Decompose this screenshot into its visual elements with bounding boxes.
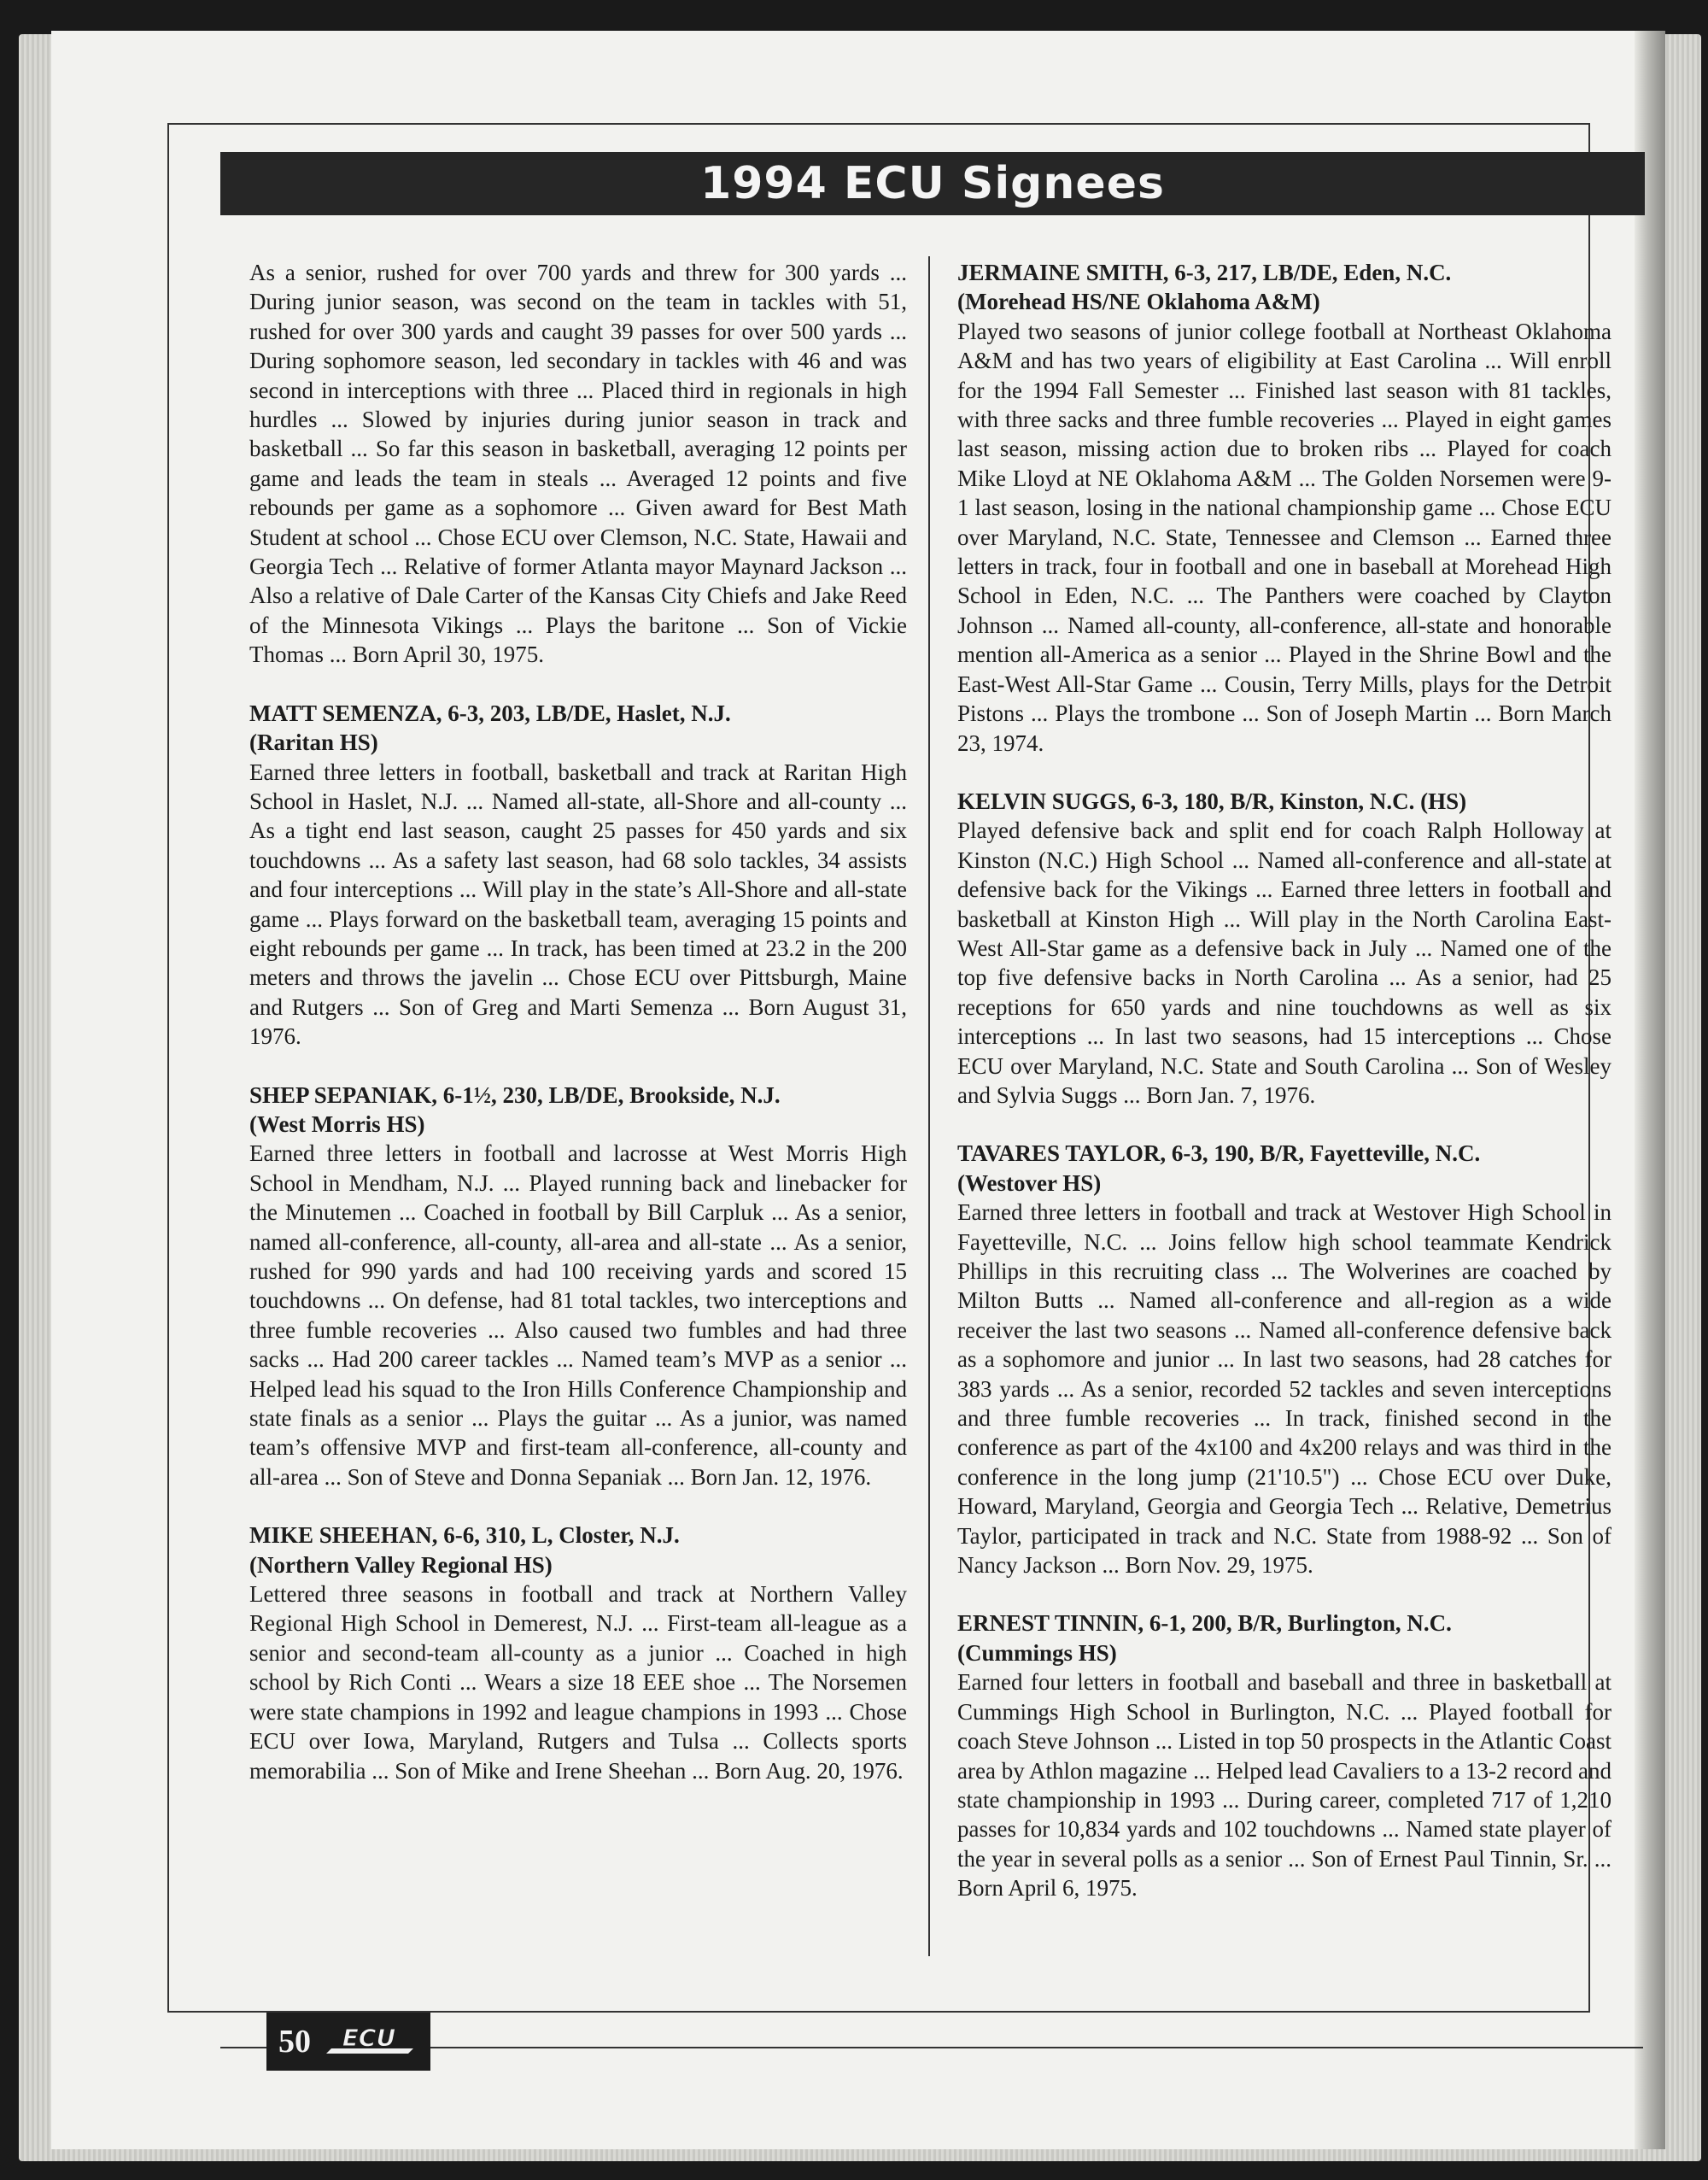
player-name-line: ERNEST TINNIN, 6-1, 200, B/R, Burlington, N.C. bbox=[957, 1610, 1452, 1637]
player-bio: Earned three letters in football and track at Westover High School in Fayetteville, N.C. ... Joins fellow high school teammate Kendrick Phillips in this recruiting class ... The Wolverines are coached by Milton Butts ... Named all-conference and all-region as a wide receiver the last two seasons ... Named all-conference defensive back as a sophomore and junior ... In last two seasons, had 28 catches for 383 yards ... As a senior, recorded 52 tackles and seven interceptions and three fumble recoveries ... In track, finished second in the conference as part of the 4x100 and 4x200 relays and was third in the conference in the long jump (21'10.5") ... Chose ECU over Duke, Howard, Maryland, Georgia and Georgia Tech ... Relative, Demetrius Taylor, participated in track and N.C. State from 1988-92 ... Son of Nancy Jackson ... Born Nov. 29, 1975. bbox=[957, 1199, 1611, 1579]
player-bio: Earned four letters in football and baseball and three in basketball at Cummings High School in Burlington, N.C. ... Played football for coach Steve Johnson ... Listed in top 50 prospects in the Atlantic Coast area by Athlon magazine ... Helped lead Cavaliers to a 13-2 record and state championship in 1993 ... During career, completed 717 of 1,210 passes for 10,834 yards and 102 touchdowns ... Named state player of the year in several polls as a senior ... Son of Ernest Paul Tinnin, Sr. ... Born April 6, 1975. bbox=[957, 1669, 1611, 1902]
right-column bbox=[957, 258, 1611, 1932]
title-bar bbox=[220, 152, 1645, 215]
footer-rule bbox=[430, 2047, 1643, 2048]
player-bio: Earned three letters in football and lacrosse at West Morris High School in Mendham, N.J. ... Played running back and linebacker for the Minutemen ... Coached in football by Bill Carpluk ... As a senior, named all-conference, all-county, all-area and all-state ... As a senior, rushed for 990 yards and had 100 receiving yards and scored 15 touchdowns ... On defense, had 81 total tackles, two interceptions and three fumble recoveries ... Also caused two fumbles and had three sacks ... Had 200 career tackles ... Named team’s MVP as a senior ... Helped lead his squad to the Iron Hills Conference Championship and state finals as a senior ... Plays the guitar ... As a junior, was named team’s offensive MVP and first-team all-conference, all-county and all-area ... Son of Steve and Donna Sepaniak ... Born Jan. 12, 1976. bbox=[249, 1140, 907, 1490]
player-name-line: JERMAINE SMITH, 6-3, 217, LB/DE, Eden, N.C. bbox=[957, 260, 1452, 285]
page-edge bbox=[1635, 31, 1665, 2149]
player-entry bbox=[249, 1521, 907, 1785]
player-name-line: TAVARES TAYLOR, 6-3, 190, B/R, Fayetteville, N.C. bbox=[957, 1140, 1481, 1167]
player-school-line: (Northern Valley Regional HS) bbox=[249, 1551, 553, 1578]
player-entry bbox=[957, 787, 1611, 1110]
ecu-logo-icon bbox=[323, 2023, 417, 2060]
player-entry bbox=[957, 1139, 1611, 1579]
footer-badge bbox=[266, 2013, 430, 2071]
player-school-line: (Cummings HS) bbox=[957, 1639, 1117, 1666]
continued-bio: As a senior, rushed for over 700 yards and threw for 300 yards ... During junior season, was second on the team in tackles with 51, rushed for over 300 yards and caught 39 passes for over 500 yards ... During sophomore season, led secondary in tackles with 46 and was second in interceptions with three ... Placed third in regionals in high hurdles ... Slowed by injuries during junior season in track and basketball ... So far this season in basketball, averaging 12 points per game and leads the team in steals ... Averaged 12 points and five rebounds per game as a sophomore ... Given award for Best Math Student at school ... Chose ECU over Clemson, N.C. State, Hawaii and Georgia Tech ... Relative of former Atlanta mayor Maynard Jackson ... Also a relative of Dale Carter of the Kansas City Chiefs and Jake Reed of the Minnesota Vikings ... Plays the baritone ... Son of Vickie Thomas ... Born April 30, 1975. bbox=[249, 260, 907, 668]
player-name-line: KELVIN SUGGS, 6-3, 180, B/R, Kinston, N.C. (HS) bbox=[957, 788, 1467, 814]
player-name-line: SHEP SEPANIAK, 6-1½, 230, LB/DE, Brookside, N.J. bbox=[249, 1081, 781, 1108]
player-entry bbox=[957, 258, 1611, 758]
player-name-line: MIKE SHEEHAN, 6-6, 310, L, Closter, N.J. bbox=[249, 1522, 680, 1549]
page-title: 1994 ECU Signees bbox=[700, 158, 1165, 209]
player-entry bbox=[249, 699, 907, 1052]
page-number: 50 bbox=[278, 2024, 311, 2060]
player-bio: Played defensive back and split end for coach Ralph Holloway at Kinston (N.C.) High School ... Named all-conference and all-state at defensive back for the Vikings ... Earned three letters in football and basketball at Kinston High ... Will play in the North Carolina East-West All-Star game as a defensive back in July ... Named one of the top five defensive backs in North Carolina ... As a senior, had 25 receptions for 650 yards and nine touchdowns as well as six interceptions ... In last two seasons, had 15 interceptions ... Chose ECU over Maryland, N.C. State and South Carolina ... Son of Wesley and Sylvia Suggs ... Born Jan. 7, 1976. bbox=[957, 818, 1611, 1108]
player-school-line: (Morehead HS/NE Oklahoma A&M) bbox=[957, 289, 1320, 315]
footer-rule bbox=[220, 2047, 266, 2048]
player-school-line: (Westover HS) bbox=[957, 1169, 1102, 1196]
svg-text:ECU: ECU bbox=[342, 2024, 396, 2052]
player-bio: Lettered three seasons in football and track at Northern Valley Regional High School in Demerest, N.J. ... First-team all-league as a senior and second-team all-county as a junior ... Coached in high school by Rich Conti ... Wears a size 18 EEE shoe ... The Norsemen were state champions in 1992 and league champions in 1993 ... Chose ECU over Iowa, Maryland, Rutgers and Tulsa ... Collects sports memorabilia ... Son of Mike and Irene Sheehan ... Born Aug. 20, 1976. bbox=[249, 1581, 907, 1784]
player-bio: Played two seasons of junior college football at Northeast Oklahoma A&M and has two years of eligibility at East Carolina ... Will enroll for the 1994 Fall Semester ... Finished last season with 81 tackles, with three sacks and three fumble recoveries ... Played in eight games last season, missing action due to broken ribs ... Played for coach Mike Lloyd at NE Oklahoma A&M ... The Golden Norsemen were 9-1 last season, losing in the national championship game ... Chose ECU over Maryland, N.C. State, Tennessee and Clemson ... Earned three letters in track, four in football and one in baseball at Morehead High School in Eden, N.C. ... The Panthers were coached by Clayton Johnson ... Named all-county, all-conference, all-state and honorable mention all-America as a senior ... Played in the Shrine Bowl and the East-West All-Star Game ... Cousin, Terry Mills, plays for the Detroit Pistons ... Plays the trombone ... Son of Joseph Martin ... Born March 23, 1974. bbox=[957, 318, 1611, 756]
left-column bbox=[249, 258, 907, 1814]
player-bio: Earned three letters in football, basketball and track at Raritan High School in Haslet, N.J. ... Named all-state, all-Shore and all-county ... As a tight end last season, caught 25 passes for 450 yards and six touchdowns ... As a safety last season, had 68 solo tackles, 34 assists and four interceptions ... Will play in the state’s All-Shore and all-state game ... Plays forward on the basketball team, averaging 15 points and eight rebounds per game ... In track, has been timed at 23.2 in the 200 meters and throws the javelin ... Chose ECU over Pittsburgh, Maine and Rutgers ... Son of Greg and Marti Semenza ... Born August 31, 1976. bbox=[249, 759, 907, 1050]
player-name-line: MATT SEMENZA, 6-3, 203, LB/DE, Haslet, N.J. bbox=[249, 700, 731, 726]
player-school-line: (West Morris HS) bbox=[249, 1111, 425, 1137]
column-divider bbox=[928, 256, 930, 1956]
player-entry bbox=[957, 1609, 1611, 1902]
player-school-line: (Raritan HS) bbox=[249, 730, 378, 756]
player-entry bbox=[249, 1081, 907, 1492]
